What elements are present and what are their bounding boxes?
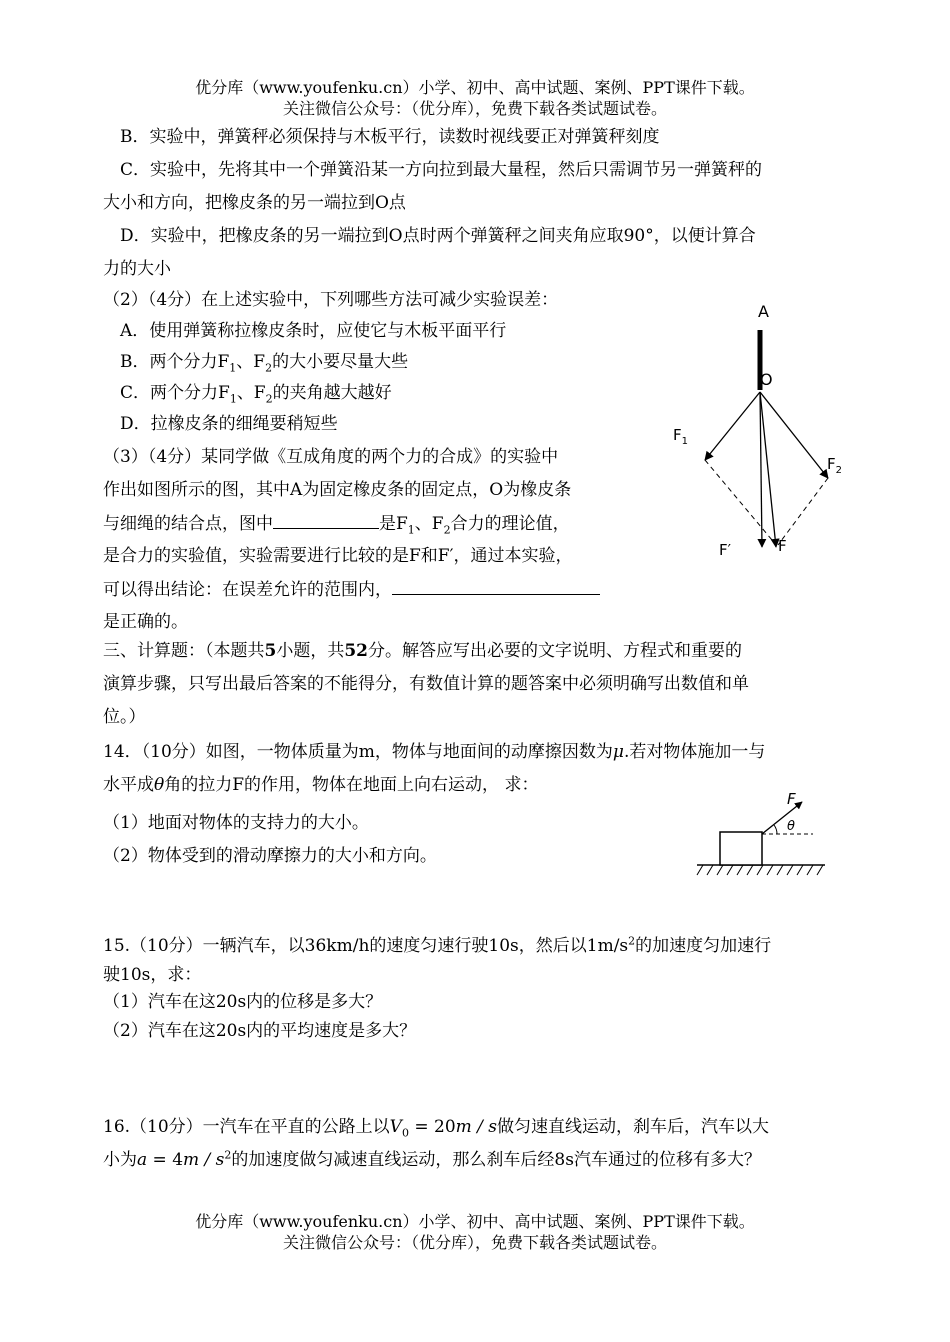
q2-option-b: B．两个分力$F_1$、$F_2$的大小要尽量大些 <box>120 352 409 375</box>
q14-line-1: 14．（10分）如图，一物体质量为m，物体与地面间的动摩擦因数为μ.若对物体施加一与 <box>103 742 766 762</box>
q1-option-c-line1: C．实验中，先将其中一个弹簧沿某一方向拉到最大量程，然后只需调节另一弹簧秤的 <box>120 160 763 180</box>
answer-blank-theory[interactable] <box>273 512 379 529</box>
section3-line-3: 位。） <box>103 707 146 727</box>
force-f1-arrow <box>705 392 760 460</box>
q1-option-c-line2: 大小和方向，把橡皮条的另一端拉到O点 <box>103 193 406 213</box>
block-on-ground-diagram <box>695 788 835 883</box>
q1-option-b: B．实验中，弹簧秤必须保持与木板平行，读数时视线要正对弹簧秤刻度 <box>120 127 660 147</box>
header-line-1: 优分库（www.youfenku.cn）小学、初中、高中试题、案例、PPT课件下载。 <box>195 78 755 97</box>
section3-line-1: 三、计算题：（本题共5小题，共52分。解答应写出必要的文字说明、方程式和重要的 <box>103 641 743 661</box>
q14-part-2: （2）物体受到的滑动摩擦力的大小和方向。 <box>103 846 437 866</box>
q2-option-d: D．拉橡皮条的细绳要稍短些 <box>120 414 338 434</box>
section3-line-2: 演算步骤，只写出最后答案的不能得分，有数值计算的题答案中必须明确写出数值和单 <box>103 674 749 694</box>
q15-part-2: （2）汽车在这20s内的平均速度是多大？ <box>103 1021 417 1041</box>
q1-option-d-line1: D．实验中，把橡皮条的另一端拉到O点时两个弹簧秤之间夹角应取90°，以便计算合 <box>120 226 756 246</box>
q15-part-1: （1）汽车在这20s内的位移是多大？ <box>103 992 383 1012</box>
answer-blank-conclusion[interactable] <box>392 578 600 595</box>
ground-hatch <box>697 865 823 875</box>
q16-line-2: 小为$a = 4m / s^2$的加速度做匀减速直线运动，那么刹车后经8s汽车通过的位移有多大？ <box>103 1148 761 1170</box>
q16-line-1: 16.（10分）一汽车在平直的公路上以$V_0 = 20m / s$做匀速直线运动，刹车后，汽车以大 <box>103 1117 770 1140</box>
label-f-prime: F′ <box>719 541 732 559</box>
q2-option-a: A．使用弹簧称拉橡皮条时，应使它与木板平面平行 <box>120 321 507 341</box>
label-f1: $F_1$ <box>673 426 689 447</box>
q15-line-2: 驶10s，求： <box>103 965 202 985</box>
force-f2-arrow <box>760 392 828 478</box>
label-f: F <box>778 537 787 555</box>
q3-line-5: 可以得出结论：在误差允许的范围内， <box>103 578 600 601</box>
footer-line-2: 关注微信公众号：（优分库），免费下载各类试题试卷。 <box>282 1233 667 1252</box>
q3-line-6: 是正确的。 <box>103 612 188 632</box>
dashed-side-2 <box>778 478 828 545</box>
label-point-o: O <box>760 370 773 389</box>
footer-line-1: 优分库（www.youfenku.cn）小学、初中、高中试题、案例、PPT课件下载。 <box>195 1212 755 1231</box>
header-line-2: 关注微信公众号：（优分库），免费下载各类试题试卷。 <box>282 99 667 118</box>
label-theta: θ <box>787 819 795 834</box>
force-parallelogram-diagram <box>660 295 860 565</box>
force-f-arrow <box>760 392 776 547</box>
q14-part-1: （1）地面对物体的支持力的大小。 <box>103 813 369 833</box>
q2-option-c: C．两个分力$F_1$、$F_2$的夹角越大越好 <box>120 383 392 406</box>
q1-option-d-line2: 力的大小 <box>103 259 171 279</box>
force-f-prime-arrow <box>760 392 762 547</box>
q3-line-1: （3）（4分）某同学做《互成角度的两个力的合成》的实验中 <box>103 447 559 467</box>
q15-line-1: 15.（10分）一辆汽车，以36km/h的速度匀速行驶10s，然后以$1m/s^2$的加速度匀加速行 <box>103 934 772 956</box>
block <box>720 832 762 865</box>
q2-stem: （2）（4分）在上述实验中，下列哪些方法可减少实验误差： <box>103 290 559 310</box>
label-f2: $F_2$ <box>827 455 843 476</box>
label-point-a: A <box>758 302 769 321</box>
q14-line-2: 水平成θ角的拉力F的作用，物体在地面上向右运动， 求： <box>103 775 539 795</box>
q3-line-3: 与细绳的结合点，图中 是$F_1$、$F_2$合力的理论值， <box>103 514 570 537</box>
label-force-f: F <box>787 790 796 808</box>
pull-force-arrow <box>762 802 802 834</box>
q3-line-2: 作出如图所示的图，其中A为固定橡皮条的固定点，O为橡皮条 <box>103 480 572 500</box>
angle-arc <box>774 825 777 834</box>
q3-line-4: 是合力的实验值，实验需要进行比较的是F和F′，通过本实验， <box>103 546 573 566</box>
